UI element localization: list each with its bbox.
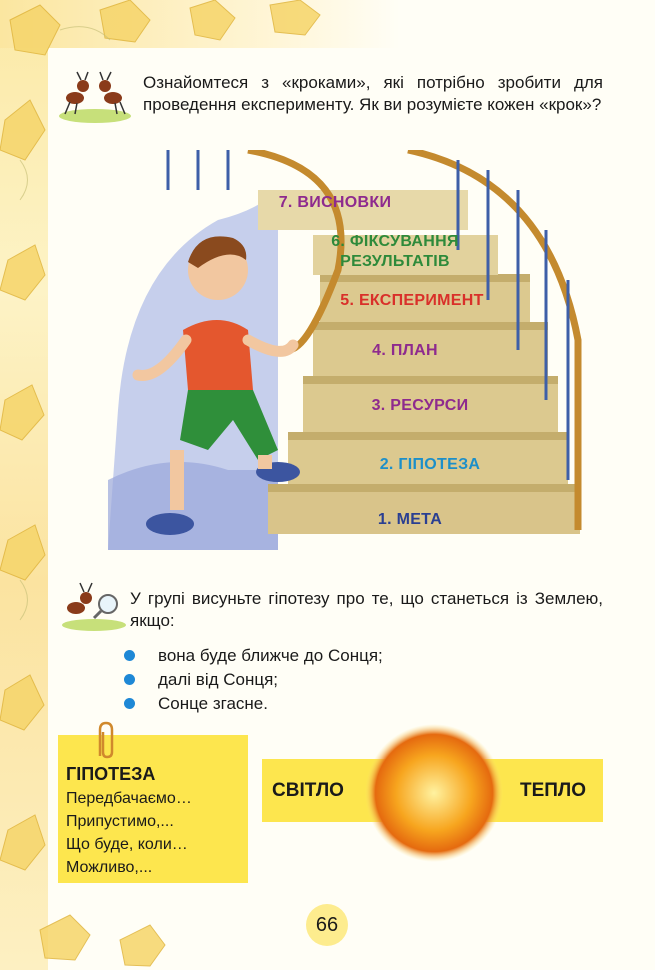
list-item: [122, 693, 383, 717]
banner-light-label: СВІТЛО: [272, 780, 344, 801]
bullet-dot-icon: [124, 674, 135, 685]
ant-magnifier-icon: [58, 578, 130, 632]
banner-heat-label: ТЕПЛО: [520, 780, 587, 801]
step-5-label: 5. ЕКСПЕРИМЕНТ: [340, 292, 484, 309]
step-3-label: 3. РЕСУРСИ: [371, 397, 469, 414]
intro-text: Ознайомтеся з «кроками», які потрібно зробити для проведення експерименту. Як ви розумієте кожен «крок»?: [143, 73, 603, 114]
bullet-dot-icon: [124, 650, 135, 661]
group-task-text: У групі висуньте гіпотезу про те, що станеться із Землею, якщо:: [130, 589, 603, 630]
step-6-label-line1: 6. ФІКСУВАННЯ: [331, 233, 459, 250]
ants-icon: [55, 68, 135, 124]
sun-image: [364, 723, 504, 863]
list-item: [122, 669, 383, 693]
list-item-text: Сонце згасне.: [158, 694, 268, 713]
list-item-text: вона буде ближче до Сонця;: [158, 646, 383, 665]
step-6-label-line2: РЕЗУЛЬТАТІВ: [340, 253, 450, 270]
paperclip-icon: [92, 720, 116, 760]
bullet-dot-icon: [124, 698, 135, 709]
list-item: [122, 645, 383, 669]
step-4-label: 4. ПЛАН: [372, 342, 438, 359]
note-line: Припустимо,...: [66, 813, 174, 830]
step-1-label: 1. МЕТА: [377, 511, 443, 528]
step-6-label: [310, 232, 480, 272]
step-2-label: 2. ГІПОТЕЗА: [379, 456, 481, 473]
page-number: 66: [306, 904, 348, 946]
note-title: ГІПОТЕЗА: [66, 764, 156, 784]
step-7-label: 7. ВИСНОВКИ: [278, 194, 392, 211]
hypothesis-bullet-list: [122, 645, 383, 717]
list-item-text: далі від Сонця;: [158, 670, 279, 689]
note-line: Що буде, коли…: [66, 836, 188, 853]
note-line: Передбачаємо…: [66, 790, 192, 807]
note-line: Можливо,...: [66, 859, 153, 876]
